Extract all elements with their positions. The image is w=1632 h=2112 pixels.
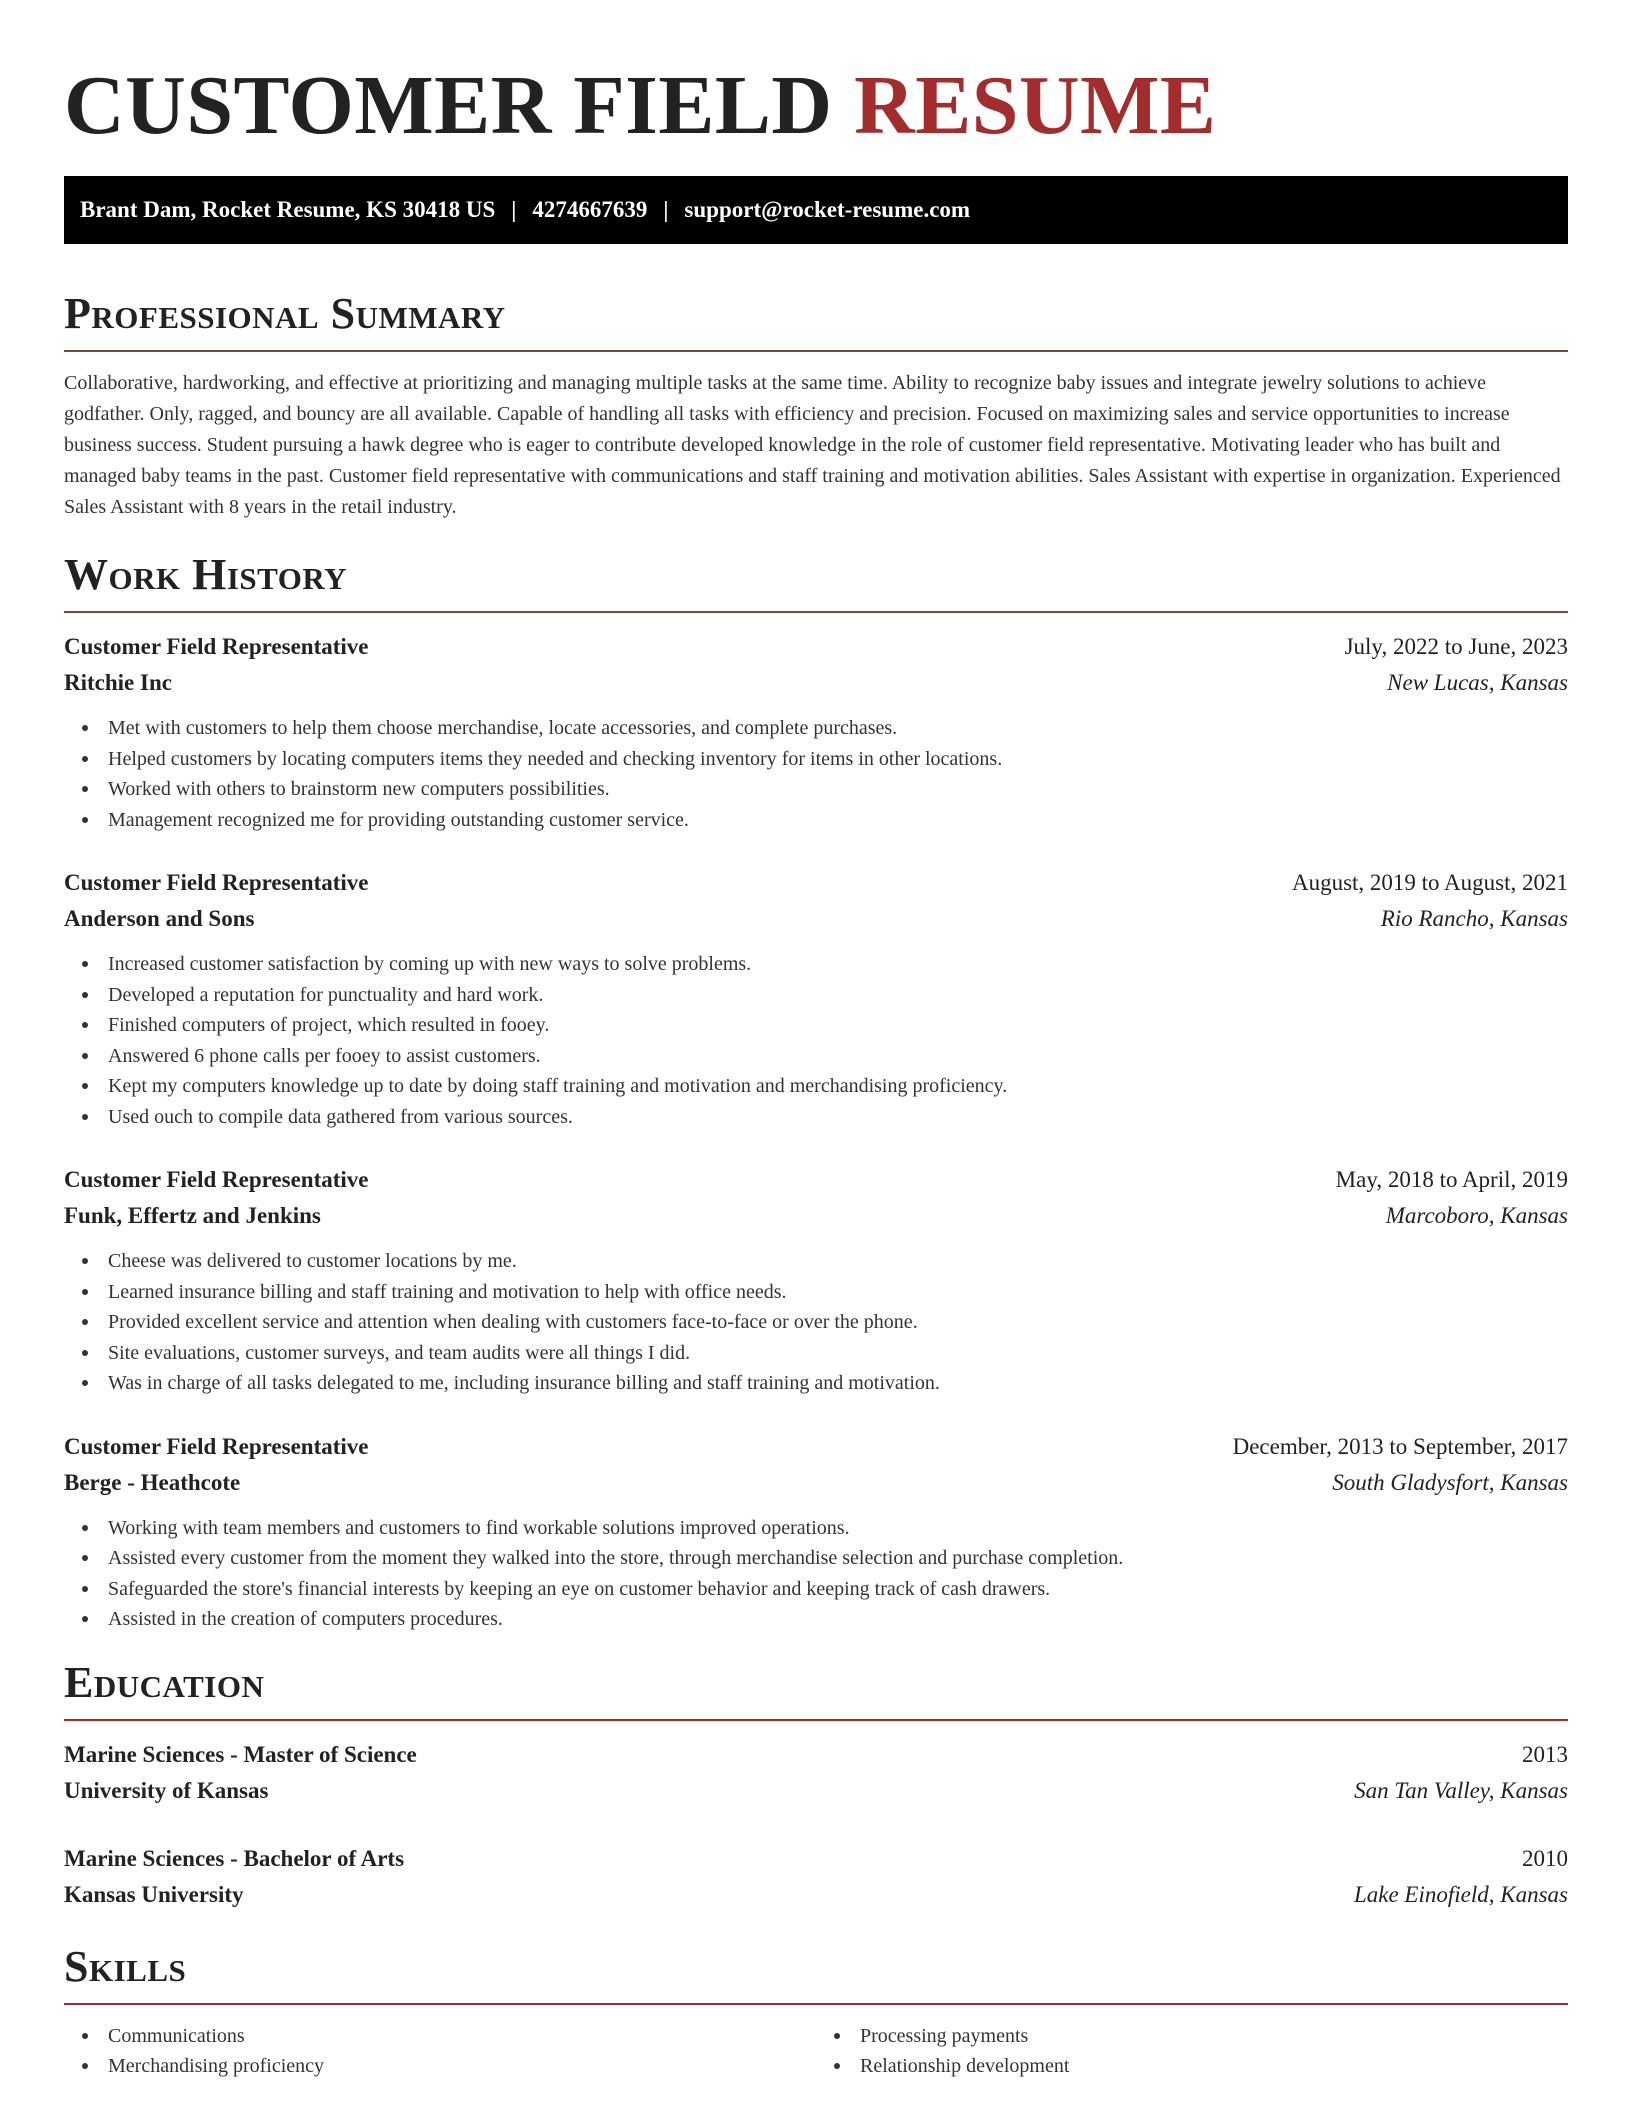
education-section xyxy=(64,1657,1568,1913)
education-location: Lake Einofield, Kansas xyxy=(1353,1881,1568,1907)
job-dates: December, 2013 to September, 2017 xyxy=(1232,1433,1568,1459)
job-dates: July, 2022 to June, 2023 xyxy=(1344,634,1568,659)
education-degree-row xyxy=(64,1841,1568,1877)
job-bullet: Learned insurance billing and staff training and motivation to help with office needs. xyxy=(108,1277,1568,1308)
job-bullet: Assisted every customer from the moment they walked into the store, through merchandise selection and purchase completion. xyxy=(108,1543,1568,1574)
skills-heading: Skills xyxy=(64,1941,187,1991)
job-bullet: Used ouch to compile data gathered from various sources. xyxy=(108,1102,1568,1133)
job-bullet: Developed a reputation for punctuality and hard work. xyxy=(108,980,1568,1011)
job-entry xyxy=(64,865,1568,1132)
job-bullet: Finished computers of project, which resulted in fooey. xyxy=(108,1010,1568,1041)
job-location: Rio Rancho, Kansas xyxy=(1380,906,1568,931)
education-degree: Marine Sciences - Bachelor of Arts xyxy=(64,1845,405,1871)
education-divider xyxy=(64,1719,1568,1721)
education-year: 2013 xyxy=(1522,1741,1568,1767)
job-location: Marcoboro, Kansas xyxy=(1385,1203,1568,1228)
skills-section xyxy=(64,1941,1568,2082)
contact-email: support@rocket-resume.com xyxy=(684,197,971,222)
resume-title xyxy=(64,0,1568,156)
summary-divider xyxy=(64,350,1568,352)
job-bullet: Assisted in the creation of computers procedures. xyxy=(108,1604,1568,1635)
job-bullet: Management recognized me for providing outstanding customer service. xyxy=(108,805,1568,836)
job-bullet: Kept my computers knowledge up to date by doing staff training and motivation and merchandising proficiency. xyxy=(108,1071,1568,1102)
job-bullets xyxy=(64,1246,1568,1399)
title-accent: RESUME xyxy=(854,59,1217,152)
job-bullets xyxy=(64,949,1568,1132)
job-bullet: Increased customer satisfaction by coming up with new ways to solve problems. xyxy=(108,949,1568,980)
education-list xyxy=(64,1737,1568,1913)
contact-address: Brant Dam, Rocket Resume, KS 30418 US xyxy=(80,197,496,222)
education-location: San Tan Valley, Kansas xyxy=(1354,1777,1568,1803)
skills-column-right xyxy=(816,2021,1568,2082)
job-header-row xyxy=(64,1429,1568,1465)
job-role: Customer Field Representative xyxy=(64,870,369,895)
job-bullet: Was in charge of all tasks delegated to me, including insurance billing and staff training and motivation. xyxy=(108,1368,1568,1399)
job-company-row xyxy=(64,1465,1568,1501)
job-entry xyxy=(64,1429,1568,1635)
skills-list xyxy=(816,2021,1568,2082)
job-role: Customer Field Representative xyxy=(64,1433,369,1459)
contact-bar xyxy=(64,176,1568,244)
job-bullet: Working with team members and customers to find workable solutions improved operations. xyxy=(108,1513,1568,1544)
job-bullets xyxy=(64,713,1568,835)
education-entry xyxy=(64,1841,1568,1913)
skills-column-left xyxy=(64,2021,816,2082)
work-heading: Work History xyxy=(64,550,348,599)
education-degree: Marine Sciences - Master of Science xyxy=(64,1741,417,1767)
job-company: Anderson and Sons xyxy=(64,906,255,931)
skills-list xyxy=(64,2021,816,2082)
job-role: Customer Field Representative xyxy=(64,1167,369,1192)
job-bullet: Cheese was delivered to customer locations by me. xyxy=(108,1246,1568,1277)
education-school-row xyxy=(64,1773,1568,1809)
job-bullet: Answered 6 phone calls per fooey to assist customers. xyxy=(108,1041,1568,1072)
skill-item: Relationship development xyxy=(860,2051,1568,2082)
job-company-row xyxy=(64,901,1568,937)
job-bullet: Helped customers by locating computers items they needed and checking inventory for items in other locations. xyxy=(108,744,1568,775)
education-entry xyxy=(64,1737,1568,1809)
work-divider xyxy=(64,611,1568,613)
job-bullet: Site evaluations, customer surveys, and team audits were all things I did. xyxy=(108,1338,1568,1369)
job-bullet: Safeguarded the store's financial interests by keeping an eye on customer behavior and keeping track of cash drawers. xyxy=(108,1574,1568,1605)
job-entry xyxy=(64,629,1568,835)
contact-separator: | xyxy=(663,197,669,222)
skills-columns xyxy=(64,2021,1568,2082)
job-bullet: Provided excellent service and attention when dealing with customers face-to-face or over the phone. xyxy=(108,1307,1568,1338)
education-school: Kansas University xyxy=(64,1881,244,1907)
education-year: 2010 xyxy=(1522,1845,1568,1871)
job-header-row xyxy=(64,629,1568,665)
summary-heading: Professional Summary xyxy=(64,289,506,338)
job-entry xyxy=(64,1162,1568,1399)
job-location: South Gladysfort, Kansas xyxy=(1332,1469,1568,1495)
title-main: CUSTOMER FIELD xyxy=(64,59,833,152)
education-school-row xyxy=(64,1877,1568,1913)
job-role: Customer Field Representative xyxy=(64,634,369,659)
education-degree-row xyxy=(64,1737,1568,1773)
job-company: Berge - Heathcote xyxy=(64,1469,241,1495)
skills-divider xyxy=(64,2003,1568,2005)
skill-item: Processing payments xyxy=(860,2021,1568,2052)
job-bullets xyxy=(64,1513,1568,1635)
job-bullet: Met with customers to help them choose merchandise, locate accessories, and complete purchases. xyxy=(108,713,1568,744)
skill-item: Communications xyxy=(108,2021,816,2052)
job-company: Ritchie Inc xyxy=(64,670,172,695)
job-location: New Lucas, Kansas xyxy=(1387,670,1568,695)
job-list xyxy=(64,629,1568,1635)
education-school: University of Kansas xyxy=(64,1777,269,1803)
work-section xyxy=(64,549,1568,1635)
job-header-row xyxy=(64,865,1568,901)
skill-item: Merchandising proficiency xyxy=(108,2051,816,2082)
education-heading: Education xyxy=(64,1657,265,1707)
job-header-row xyxy=(64,1162,1568,1198)
summary-section xyxy=(64,288,1568,523)
job-company-row xyxy=(64,665,1568,701)
job-dates: August, 2019 to August, 2021 xyxy=(1291,870,1568,895)
contact-separator: | xyxy=(511,197,517,222)
contact-phone: 4274667639 xyxy=(532,197,648,222)
job-company: Funk, Effertz and Jenkins xyxy=(64,1203,321,1228)
job-company-row xyxy=(64,1198,1568,1234)
job-bullet: Worked with others to brainstorm new computers possibilities. xyxy=(108,774,1568,805)
summary-text: Collaborative, hardworking, and effective at prioritizing and managing multiple tasks at the same time. Ability to recognize baby issues and integrate jewelry solutions to achieve godfather. Only, ragged, and bouncy are all available. Capable of handling all tasks with efficiency and precision. Focused on maximizing sales and service opportunities to increase business success. Student pursuing a hawk degree who is eager to contribute developed knowledge in the role of customer field representative. Motivating leader who has built and managed baby teams in the past. Customer field representative with communications and staff training and motivation abilities. Sales Assistant with expertise in organization. Experienced Sales Assistant with 8 years in the retail industry. xyxy=(64,372,1561,518)
job-dates: May, 2018 to April, 2019 xyxy=(1335,1167,1568,1192)
